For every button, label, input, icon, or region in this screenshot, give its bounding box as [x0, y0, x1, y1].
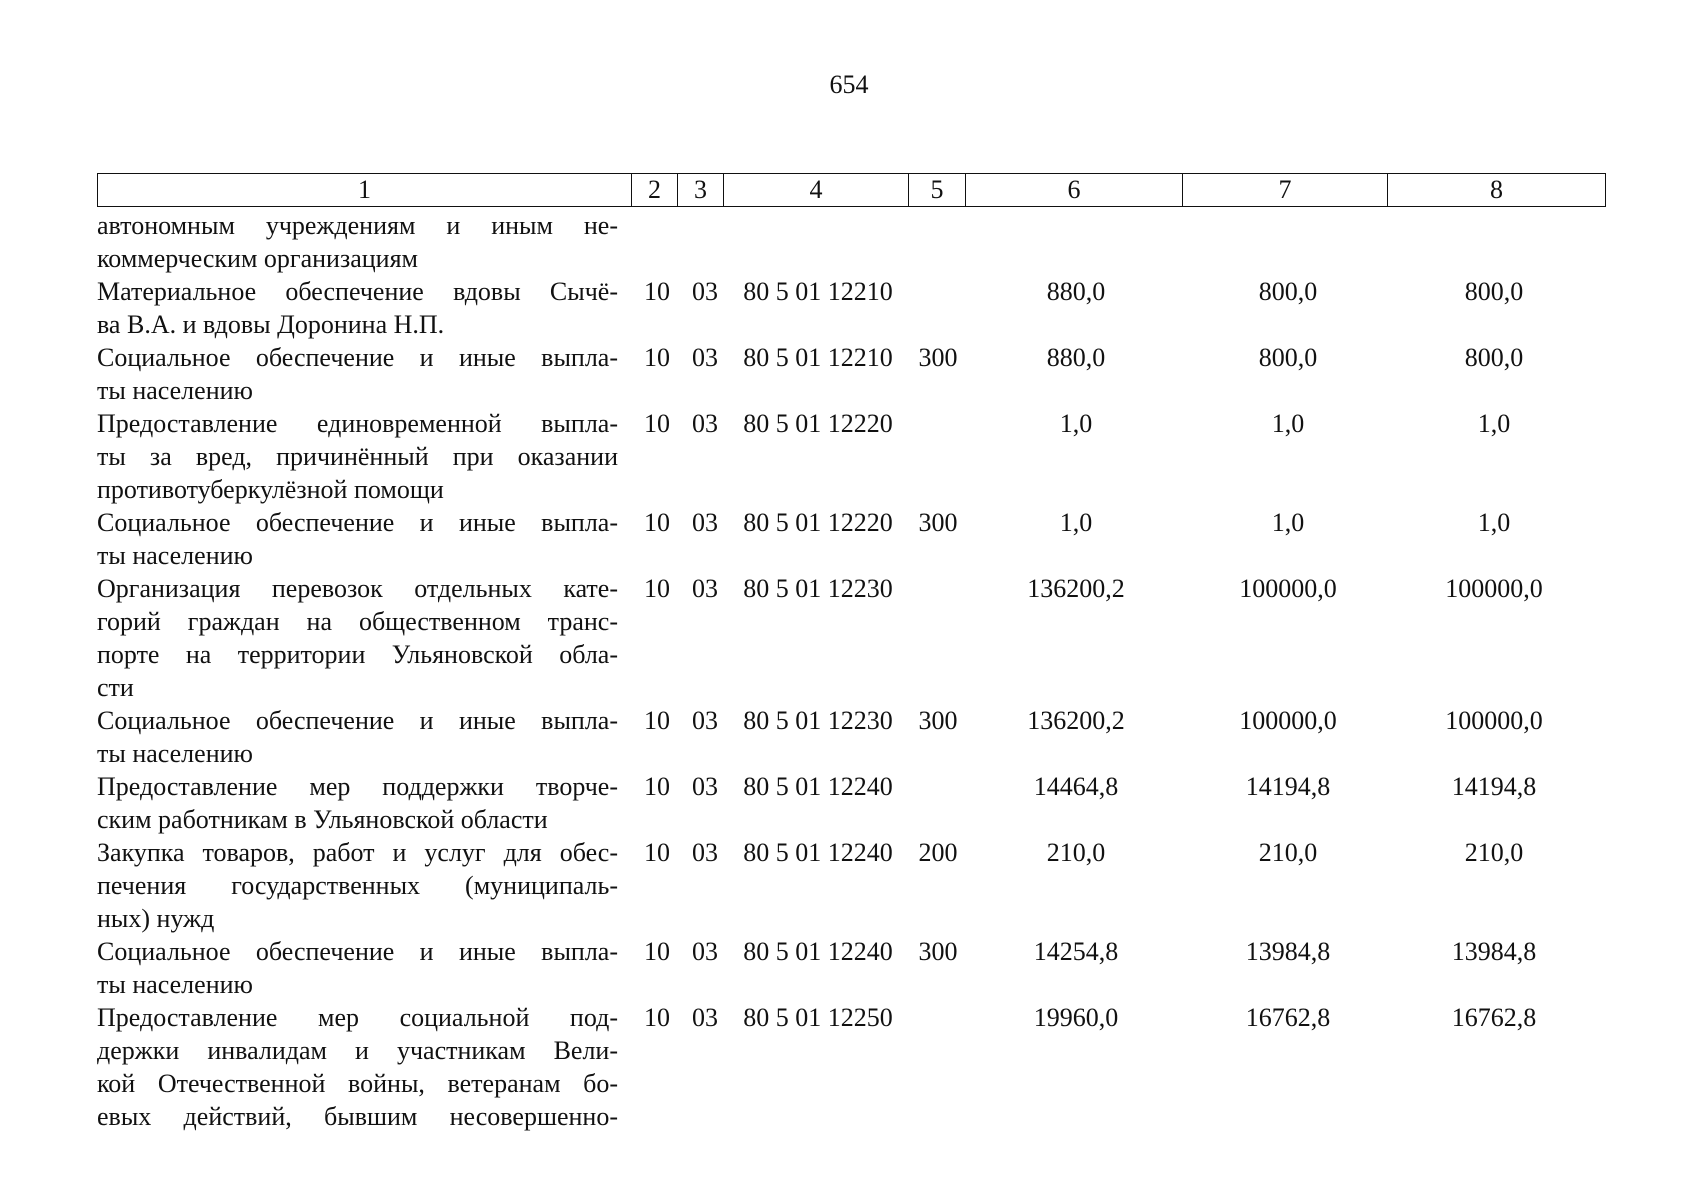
row-target-article: 80 5 01 12220: [743, 409, 893, 438]
row-description-line: Социальное обеспечение и иные выпла-: [97, 937, 618, 966]
row-subsection-code: 03: [692, 706, 718, 735]
row-subsection-code: 03: [692, 574, 718, 603]
row-section-code: 10: [644, 772, 670, 801]
row-description-line: Материальное обеспечение вдовы Сычё-: [97, 277, 618, 306]
row-section-code: 10: [644, 838, 670, 867]
column-header-3: 3: [678, 174, 724, 207]
row-description-line: ты населению: [97, 970, 253, 999]
row-amount-col7: 14194,8: [1245, 772, 1331, 801]
row-target-article: 80 5 01 12220: [743, 508, 893, 537]
row-amount-col8: 1,0: [1477, 508, 1511, 537]
row-description-line: ты населению: [97, 739, 253, 768]
row-section-code: 10: [644, 1003, 670, 1032]
row-amount-col6: 1,0: [1059, 508, 1093, 537]
row-description-line: ты за вред, причинённый при оказании: [97, 442, 618, 471]
row-subsection-code: 03: [692, 772, 718, 801]
table-row: [97, 506, 1605, 572]
row-target-article: 80 5 01 12210: [743, 277, 893, 306]
row-amount-col7: 1,0: [1271, 508, 1305, 537]
row-amount-col8: 14194,8: [1451, 772, 1537, 801]
table-row: [97, 209, 1605, 275]
row-amount-col7: 16762,8: [1245, 1003, 1331, 1032]
row-description-line: ных) нужд: [97, 904, 215, 933]
row-description-line: Предоставление единовременной выпла-: [97, 409, 618, 438]
table-row: [97, 836, 1605, 935]
row-description: [97, 341, 618, 407]
column-header-2: 2: [632, 174, 678, 207]
column-header-5: 5: [909, 174, 966, 207]
row-amount-col8: 800,0: [1464, 343, 1524, 372]
row-description-line: Социальное обеспечение и иные выпла-: [97, 706, 618, 735]
row-amount-col6: 19960,0: [1033, 1003, 1119, 1032]
row-target-article: 80 5 01 12240: [743, 772, 893, 801]
row-description-line: печения государственных (муниципаль-: [97, 871, 618, 900]
row-expense-type: 300: [918, 343, 958, 372]
row-expense-type: 300: [918, 937, 958, 966]
row-description-line: ва В.А. и вдовы Доронина Н.П.: [97, 310, 445, 339]
row-description-line: сти: [97, 673, 134, 702]
column-header-6: 6: [966, 174, 1183, 207]
row-description-line: Предоставление мер социальной под-: [97, 1003, 618, 1032]
row-expense-type: 300: [918, 706, 958, 735]
column-header-4: 4: [724, 174, 909, 207]
column-header-7: 7: [1183, 174, 1388, 207]
row-description-line: Социальное обеспечение и иные выпла-: [97, 508, 618, 537]
table-row: [97, 935, 1605, 1001]
row-amount-col6: 1,0: [1059, 409, 1093, 438]
row-amount-col6: 136200,2: [1027, 706, 1125, 735]
row-target-article: 80 5 01 12250: [743, 1003, 893, 1032]
page-number: 654: [829, 70, 869, 99]
row-description: [97, 275, 618, 341]
row-description: [97, 572, 618, 704]
row-description-line: автономным учреждениям и иным не-: [97, 211, 618, 240]
row-description: [97, 209, 618, 275]
row-description-line: держки инвалидам и участникам Вели-: [97, 1036, 618, 1065]
row-amount-col7: 1,0: [1271, 409, 1305, 438]
row-target-article: 80 5 01 12230: [743, 706, 893, 735]
row-target-article: 80 5 01 12240: [743, 838, 893, 867]
row-description-line: Предоставление мер поддержки творче-: [97, 772, 618, 801]
row-amount-col7: 210,0: [1258, 838, 1318, 867]
row-description: [97, 1001, 618, 1133]
row-description: [97, 506, 618, 572]
row-description-line: ты населению: [97, 376, 253, 405]
row-description: [97, 770, 618, 836]
table-row: [97, 770, 1605, 836]
row-subsection-code: 03: [692, 937, 718, 966]
table-body: [97, 209, 1605, 1133]
row-amount-col8: 100000,0: [1445, 706, 1543, 735]
table-row: [97, 341, 1605, 407]
row-description-line: порте на территории Ульяновской обла-: [97, 640, 618, 669]
row-subsection-code: 03: [692, 1003, 718, 1032]
row-description: [97, 407, 618, 506]
row-amount-col7: 100000,0: [1239, 574, 1337, 603]
row-subsection-code: 03: [692, 409, 718, 438]
row-description-line: противотуберкулёзной помощи: [97, 475, 444, 504]
row-expense-type: 200: [918, 838, 958, 867]
row-subsection-code: 03: [692, 343, 718, 372]
row-amount-col7: 800,0: [1258, 343, 1318, 372]
row-subsection-code: 03: [692, 508, 718, 537]
row-description-line: Организация перевозок отдельных кате-: [97, 574, 618, 603]
row-amount-col6: 880,0: [1046, 343, 1106, 372]
row-amount-col6: 210,0: [1046, 838, 1106, 867]
row-subsection-code: 03: [692, 838, 718, 867]
row-description-line: ты населению: [97, 541, 253, 570]
row-section-code: 10: [644, 706, 670, 735]
row-section-code: 10: [644, 343, 670, 372]
row-section-code: 10: [644, 277, 670, 306]
row-amount-col6: 14464,8: [1033, 772, 1119, 801]
row-amount-col8: 100000,0: [1445, 574, 1543, 603]
row-description: [97, 836, 618, 935]
row-description-line: коммерческим организациям: [97, 244, 419, 273]
row-subsection-code: 03: [692, 277, 718, 306]
row-description-line: Закупка товаров, работ и услуг для обес-: [97, 838, 618, 867]
row-description: [97, 935, 618, 1001]
row-description-line: Социальное обеспечение и иные выпла-: [97, 343, 618, 372]
row-description: [97, 704, 618, 770]
row-section-code: 10: [644, 508, 670, 537]
row-amount-col6: 880,0: [1046, 277, 1106, 306]
row-target-article: 80 5 01 12230: [743, 574, 893, 603]
row-target-article: 80 5 01 12210: [743, 343, 893, 372]
row-description-line: евых действий, бывшим несовершенно-: [97, 1102, 618, 1131]
table-row: [97, 407, 1605, 506]
column-header-1: 1: [98, 174, 632, 207]
row-amount-col7: 100000,0: [1239, 706, 1337, 735]
row-amount-col8: 800,0: [1464, 277, 1524, 306]
row-target-article: 80 5 01 12240: [743, 937, 893, 966]
table-row: [97, 572, 1605, 704]
column-header-row: [97, 173, 1606, 207]
row-description-line: горий граждан на общественном транс-: [97, 607, 618, 636]
table-row: [97, 275, 1605, 341]
row-amount-col7: 13984,8: [1245, 937, 1331, 966]
row-amount-col7: 800,0: [1258, 277, 1318, 306]
row-section-code: 10: [644, 937, 670, 966]
table-row: [97, 704, 1605, 770]
row-section-code: 10: [644, 574, 670, 603]
row-amount-col6: 14254,8: [1033, 937, 1119, 966]
row-amount-col8: 16762,8: [1451, 1003, 1537, 1032]
row-amount-col6: 136200,2: [1027, 574, 1125, 603]
row-amount-col8: 1,0: [1477, 409, 1511, 438]
row-expense-type: 300: [918, 508, 958, 537]
table-row: [97, 1001, 1605, 1133]
row-description-line: кой Отечественной войны, ветеранам бо-: [97, 1069, 618, 1098]
column-header-8: 8: [1388, 174, 1606, 207]
row-description-line: ским работникам в Ульяновской области: [97, 805, 548, 834]
row-amount-col8: 13984,8: [1451, 937, 1537, 966]
row-section-code: 10: [644, 409, 670, 438]
row-amount-col8: 210,0: [1464, 838, 1524, 867]
